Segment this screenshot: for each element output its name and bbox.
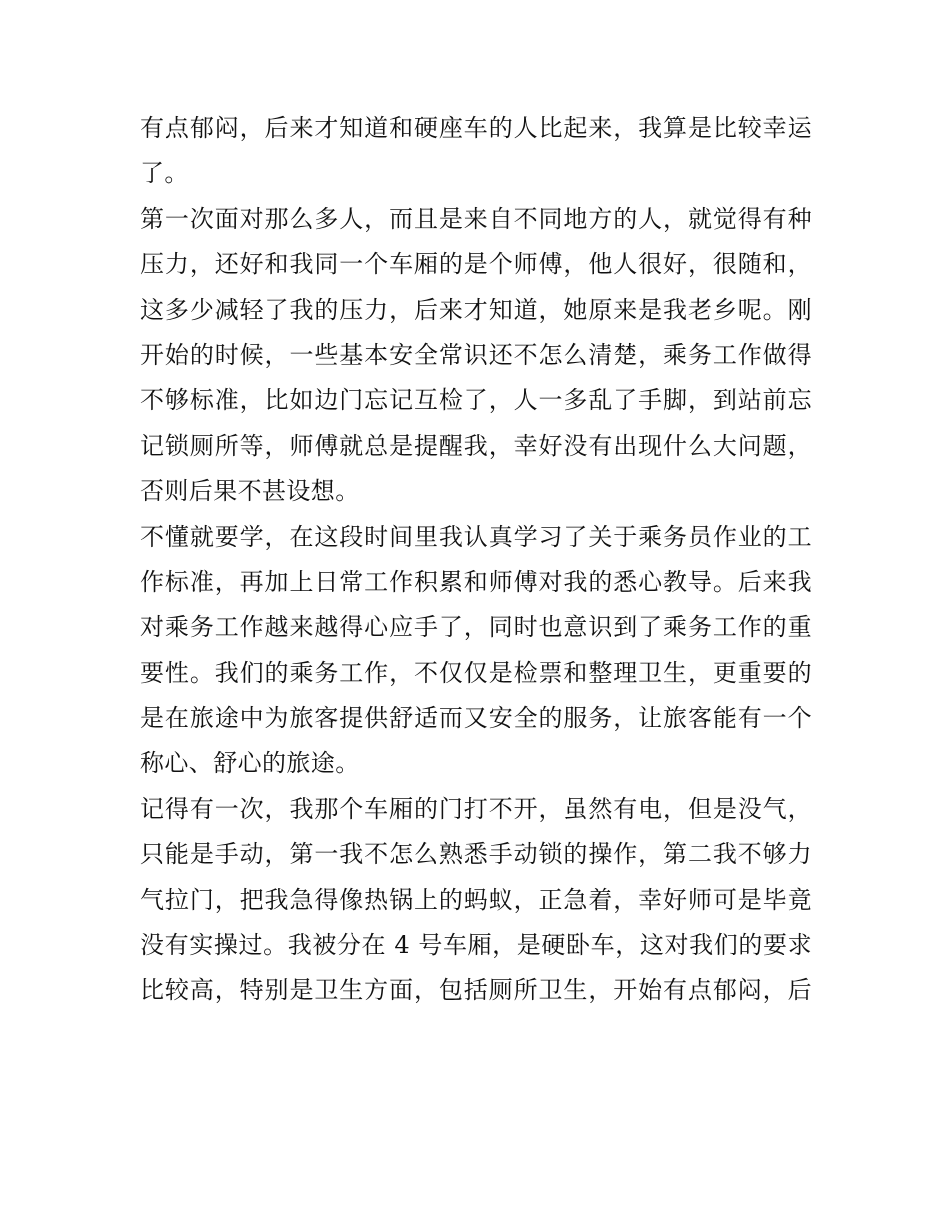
text-line: 是在旅途中为旅客提供舒适而又安全的服务，让旅客能有一个	[140, 704, 812, 733]
text-line: 记得有一次，我那个车厢的门打不开，虽然有电，但是没气，	[140, 794, 812, 823]
text-line: 对乘务工作越来越得心应手了，同时也意识到了乘务工作的重	[140, 613, 812, 642]
text-line: 记锁厕所等，师傅就总是提醒我，幸好没有出现什么大问题，	[140, 431, 812, 460]
text-line: 有点郁闷，后来才知道和硬座车的人比起来，我算是比较幸运	[140, 114, 812, 142]
text-line: 了。	[140, 159, 189, 188]
text-line: 压力，还好和我同一个车厢的是个师傅，他人很好，很随和，	[140, 250, 812, 279]
text-line: 气拉门，把我急得像热锅上的蚂蚁，正急着，幸好师可是毕竟	[140, 885, 812, 914]
body-text	[140, 106, 812, 1014]
text-line: 开始的时候，一些基本安全常识还不怎么清楚，乘务工作做得	[140, 340, 812, 369]
text-line: 作标准，再加上日常工作积累和师傅对我的悉心教导。后来我	[140, 567, 812, 596]
text-line: 否则后果不甚设想。	[140, 477, 360, 506]
text-line: 比较高，特别是卫生方面，包括厕所卫生，开始有点郁闷，后	[140, 976, 812, 1005]
text-line: 只能是手动，第一我不怎么熟悉手动锁的操作，第二我不够力	[140, 840, 812, 869]
text-line: 这多少减轻了我的压力，后来才知道，她原来是我老乡呢。刚	[140, 295, 812, 324]
text-line: 不懂就要学，在这段时间里我认真学习了关于乘务员作业的工	[140, 522, 812, 551]
text-line: 第一次面对那么多人，而且是来自不同地方的人，就觉得有种	[140, 204, 812, 233]
text-line: 称心、舒心的旅途。	[140, 749, 360, 778]
text-line: 没有实操过。我被分在 4 号车厢，是硬卧车，这对我们的要求	[140, 931, 812, 960]
text-line: 不够标准，比如边门忘记互检了，人一多乱了手脚，到站前忘	[140, 386, 812, 415]
text-line: 要性。我们的乘务工作，不仅仅是检票和整理卫生，更重要的	[140, 658, 812, 687]
